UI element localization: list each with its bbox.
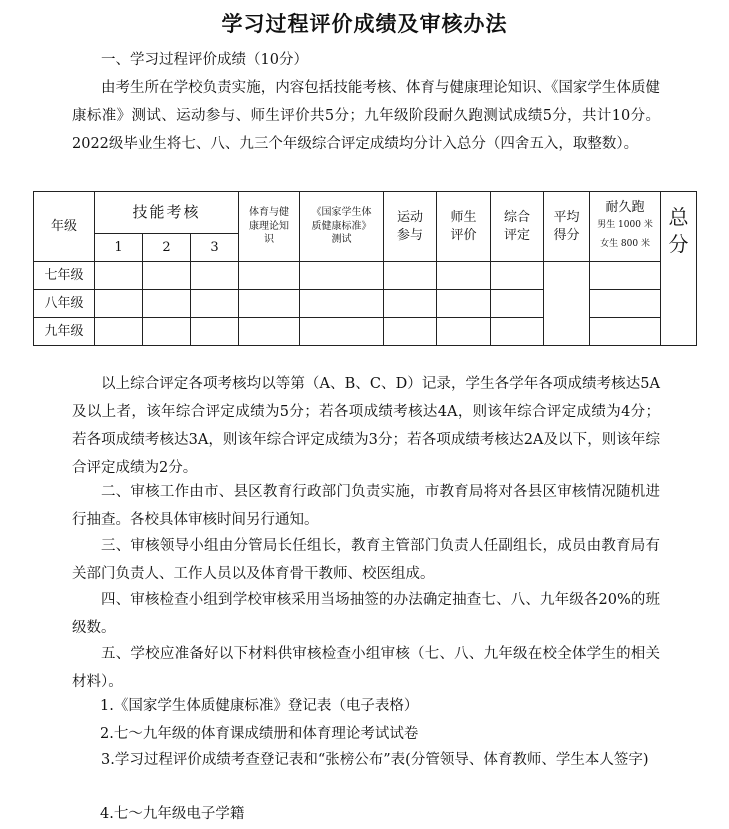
- table-row: [34, 262, 697, 290]
- section1-body: 由考生所在学校负责实施，内容包括技能考核、体育与健康理论知识、《国家学生体质健康标准》测试、运动参与、师生评价共5分；九年级阶段耐久跑测试成绩5分，共计10分。2022级毕业生将七、八、九三个年级综合评定成绩均分计入总分（四舍五入，取整数）。: [72, 80, 660, 152]
- header-run-female: 女生 800 米: [600, 239, 650, 250]
- section4-paragraph: 四、审核检查小组到学校审核采用当场抽签的办法确定抽查七、八、九年级各20%的班级数。: [72, 592, 660, 636]
- material-item-2: 2.七～九年级的体育课成绩册和体育理论考试试卷: [100, 726, 419, 742]
- header-overall: 综合评定: [491, 192, 544, 262]
- cell-average: [544, 262, 590, 346]
- header-grade: 年级: [34, 192, 95, 262]
- header-run-male: 男生 1000 米: [597, 220, 653, 231]
- cell: [191, 262, 239, 290]
- header-run-label: 耐久跑: [605, 199, 645, 215]
- cell: [191, 290, 239, 318]
- cell: [384, 262, 437, 290]
- table-row: [34, 318, 697, 346]
- row-label-grade9: 九年级: [34, 318, 95, 346]
- material-item-1: 1.《国家学生体质健康标准》登记表（电子表格）: [100, 698, 419, 714]
- cell: [300, 318, 384, 346]
- header-participation: 运动参与: [384, 192, 437, 262]
- cell: [300, 290, 384, 318]
- cell: [384, 318, 437, 346]
- cell: [300, 262, 384, 290]
- cell: [437, 290, 491, 318]
- cell: [437, 318, 491, 346]
- material-item-4: 4.七～九年级电子学籍: [100, 806, 245, 822]
- header-standard: 《国家学生体质健康标准》测试: [300, 192, 384, 262]
- cell: [239, 290, 300, 318]
- cell: [491, 262, 544, 290]
- cell: [239, 262, 300, 290]
- cell: [491, 290, 544, 318]
- document-title: 学习过程评价成绩及审核办法: [221, 11, 508, 36]
- section5-paragraph: 五、学校应准备好以下材料供审核检查小组审核（七、八、九年级在校全体学生的相关材料）。: [72, 646, 660, 690]
- header-total: 总分: [661, 192, 697, 346]
- header-skill: 技能考核: [95, 192, 239, 234]
- cell: [95, 262, 143, 290]
- section2-paragraph: 二、审核工作由市、县区教育行政部门负责实施，市教育局将对各县区审核情况随机进行抽查。各校具体审核时间另行通知。: [72, 484, 660, 528]
- cell: [590, 318, 661, 346]
- row-label-grade8: 八年级: [34, 290, 95, 318]
- cell: [191, 318, 239, 346]
- cell: [239, 318, 300, 346]
- header-skill-3: 3: [191, 234, 239, 262]
- table-row: [34, 290, 697, 318]
- cell: [437, 262, 491, 290]
- cell: [95, 290, 143, 318]
- grading-paragraph: 以上综合评定各项考核均以等第（A、B、C、D）记录，学生各学年各项成绩考核达5A及以上者，该年综合评定成绩为5分；若各项成绩考核达4A，则该年综合评定成绩为4分；若各项成绩考核达3A，则该年综合评定成绩为3分；若各项成绩考核达2A及以下，则该年综合评定成绩为2分。: [72, 376, 660, 476]
- cell: [95, 318, 143, 346]
- cell: [143, 318, 191, 346]
- cell: [143, 290, 191, 318]
- material-item-3: 3.学习过程评价成绩考查登记表和“张榜公布”表(分管领导、体育教师、学生本人签字): [101, 752, 649, 768]
- header-evaluation: 师生评价: [437, 192, 491, 262]
- header-average: 平均得分: [544, 192, 590, 262]
- header-theory: 体育与健康理论知识: [239, 192, 300, 262]
- section1-heading: 一、学习过程评价成绩（10分）: [101, 52, 308, 68]
- section3-paragraph: 三、审核领导小组由分管局长任组长，教育主管部门负责人任副组长，成员由教育局有关部门负责人、工作人员以及体育骨干教师、校医组成。: [72, 538, 660, 582]
- cell: [384, 290, 437, 318]
- header-skill-2: 2: [143, 234, 191, 262]
- row-label-grade7: 七年级: [34, 262, 95, 290]
- cell: [143, 262, 191, 290]
- cell: [590, 290, 661, 318]
- header-skill-1: 1: [95, 234, 143, 262]
- cell: [590, 262, 661, 290]
- cell: [491, 318, 544, 346]
- score-table: [33, 191, 697, 346]
- header-run: [590, 192, 661, 262]
